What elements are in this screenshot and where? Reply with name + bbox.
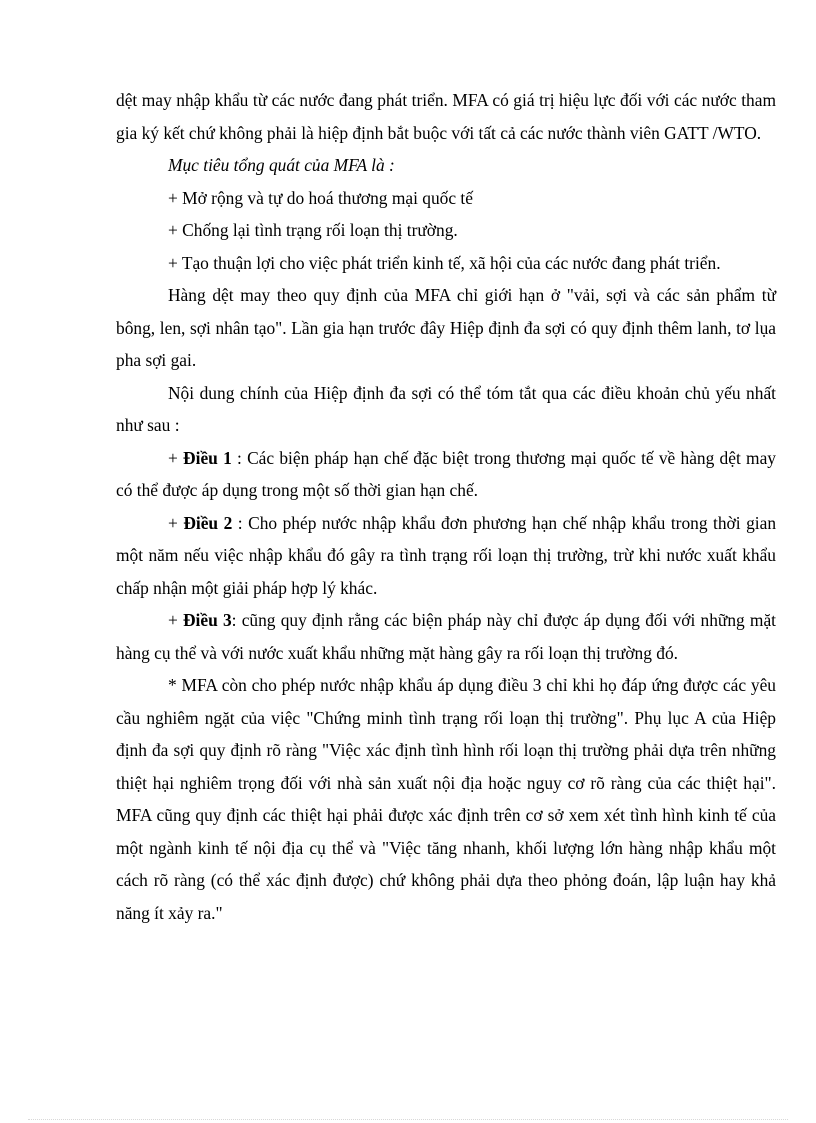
- paragraph-objectives-heading: Mục tiêu tổng quát của MFA là :: [168, 155, 395, 175]
- article-2-prefix: +: [168, 512, 184, 533]
- article-3-text: : cũng quy định rằng các biện pháp này chỉ được áp dụng đối với những mặt hàng cụ thể và với nước xuất khẩu những mặt hàng gây ra rối loạn thị trường đó.: [116, 610, 776, 663]
- objective-item-1: + Mở rộng và tự do hoá thương mại quốc tế: [168, 187, 473, 208]
- article-1-text: : Các biện pháp hạn chế đặc biệt trong thương mại quốc tế về hàng dệt may có thể được áp dụng trong một số thời gian hạn chế.: [116, 447, 776, 500]
- article-1-prefix: +: [168, 447, 184, 468]
- objective-item-2: + Chống lại tình trạng rối loạn thị trường.: [168, 220, 458, 240]
- paragraph-mfa-article-3-conditions: * MFA còn cho phép nước nhập khẩu áp dụng điều 3 chỉ khi họ đáp ứng được các yêu cầu nghiêm ngặt của việc "Chứng minh tình trạng rối loạn thị trường". Phụ lục A của Hiệp định đa sợi quy định rõ ràng "Việc xác định tình hình rối loạn thị trường phải dựa trên những thiệt hại nghiêm trọng đối với nhà sản xuất nội địa hoặc nguy cơ rõ ràng của các thiệt hại". MFA cũng quy định các thiệt hại phải được xác định trên cơ sở xem xét tình hình kinh tế của một ngành kinh tế nội địa cụ thể và "Việc tăng nhanh, khối lượng lớn hàng nhập khẩu một cách rõ ràng (có thể xác định được) chứ không phải dựa theo phỏng đoán, lập luận hay khả năng ít xảy ra.": [116, 675, 776, 923]
- article-1-label: Điều 1: [183, 447, 232, 468]
- article-2-label: Điều 2: [183, 512, 233, 533]
- objective-item-3: + Tạo thuận lợi cho việc phát triển kinh tế, xã hội của các nước đang phát triển.: [168, 252, 721, 273]
- article-2-paragraph: [116, 507, 776, 605]
- paragraph-main-content: Nội dung chính của Hiệp định đa sợi có thể tóm tắt qua các điều khoản chủ yếu nhất như sau :: [116, 382, 776, 435]
- document-page: [116, 84, 776, 929]
- article-1-paragraph: [116, 442, 776, 507]
- article-2-text: : Cho phép nước nhập khẩu đơn phương hạn chế nhập khẩu trong thời gian một năm nếu việc nhập khẩu đó gây ra tình trạng rối loạn thị trường, trừ khi nước xuất khẩu chấp nhận một giải pháp hợp lý khác.: [116, 512, 777, 598]
- article-3-prefix: +: [168, 610, 183, 630]
- page-bottom-divider: [28, 1119, 788, 1120]
- article-3-label: Điều 3: [183, 610, 232, 630]
- paragraph-textile-scope: Hàng dệt may theo quy định của MFA chỉ giới hạn ở "vải, sợi và các sản phẩm từ bông, len, sợi nhân tạo". Lần gia hạn trước đây Hiệp định đa sợi có quy định thêm lanh, tơ lụa pha sợi gai.: [116, 285, 776, 370]
- paragraph-intro-continuation: dệt may nhập khẩu từ các nước đang phát triển. MFA có giá trị hiệu lực đối với các nước tham gia ký kết chứ không phải là hiệp định bắt buộc với tất cả các nước thành viên GATT /WTO.: [116, 90, 776, 143]
- article-3-paragraph: [116, 604, 776, 669]
